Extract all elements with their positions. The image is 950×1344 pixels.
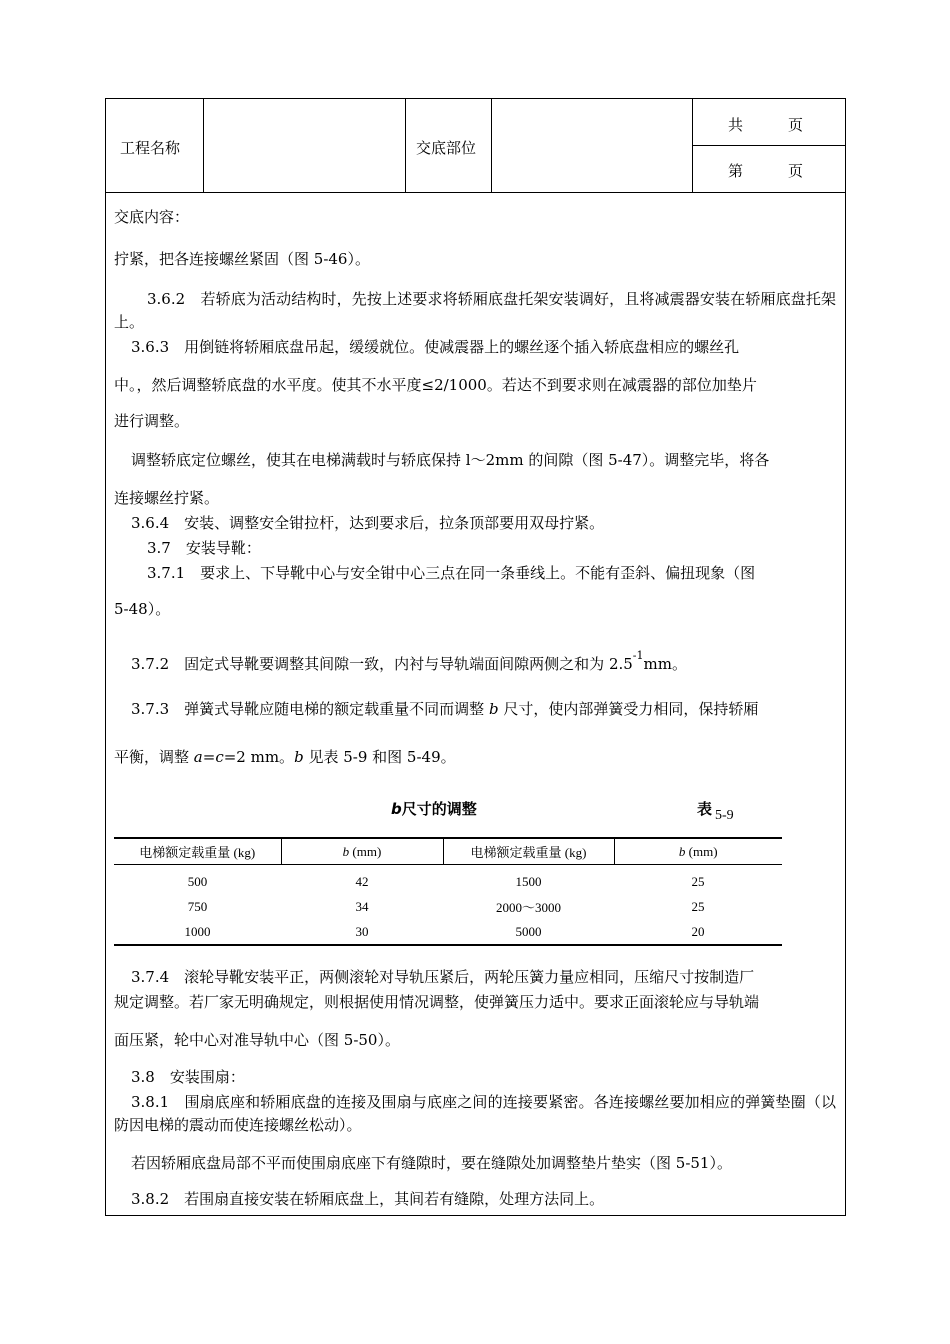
header-divider bbox=[203, 99, 204, 192]
page-number-label: 第 页 bbox=[728, 162, 804, 180]
total-pages-label: 共 页 bbox=[728, 116, 804, 134]
paragraph-text: =2 mm。 bbox=[223, 748, 295, 766]
location-label: 交底部位 bbox=[416, 139, 477, 157]
section-heading: 3.8 安装围扇： bbox=[131, 1068, 245, 1086]
section-heading: 3.7 安装导靴： bbox=[147, 539, 261, 557]
table-cell: 25 bbox=[691, 873, 705, 889]
paragraph: 3.8.1 围扇底座和轿厢底盘的连接及围扇与底座之间的连接要紧密。各连接螺丝要加相应的弹簧垫圈（以防因电梯的震动而使连接螺丝松动）。 bbox=[114, 1093, 836, 1134]
column-header-text: (mm) bbox=[352, 843, 382, 859]
document-frame bbox=[105, 98, 846, 1216]
variable: b bbox=[678, 843, 686, 859]
column-header: 电梯额定载重量 (kg) bbox=[443, 838, 614, 865]
paragraph-text: 尺寸，使内部弹簧受力相同，保持轿厢 bbox=[503, 700, 759, 718]
variable: a bbox=[193, 748, 203, 766]
table-cell: 34 bbox=[355, 898, 369, 914]
paragraph bbox=[131, 699, 758, 719]
column-header: 电梯额定载重量 (kg) bbox=[114, 838, 281, 865]
paragraph: 拧紧，把各连接螺丝紧固（图 5-46）。 bbox=[114, 250, 370, 268]
table-cell: 1500 bbox=[515, 873, 542, 889]
paragraph-text: 3.7.2 固定式导靴要调整其间隙一致，内衬与导轨端面间隙两侧之和为 2.5 bbox=[131, 655, 633, 673]
table-row bbox=[114, 919, 782, 945]
location-value bbox=[494, 99, 691, 192]
paragraph-text: 见表 5-9 和图 5-49。 bbox=[308, 748, 456, 766]
paragraph-text: = bbox=[202, 748, 216, 766]
paragraph-text: 3.7.3 弹簧式导靴应随电梯的额定载重量不同而调整 bbox=[131, 700, 485, 718]
paragraph: 5-48）。 bbox=[114, 600, 171, 618]
variable: b bbox=[391, 800, 402, 818]
paragraph: 面压紧，轮中心对准导轨中心（图 5-50）。 bbox=[114, 1031, 400, 1049]
table-title bbox=[391, 798, 477, 819]
paragraph: 3.7.4 滚轮导靴安装平正，两侧滚轮对导轨压紧后，两轮压簧力量应相同，压缩尺寸按制造厂 bbox=[131, 968, 755, 986]
column-header-text: (mm) bbox=[688, 843, 718, 859]
paragraph: 规定调整。若厂家无明确规定，则根据使用情况调整，使弹簧压力适中。要求正面滚轮应与导轨端 bbox=[114, 993, 760, 1011]
paragraph: 调整轿底定位螺丝，使其在电梯满载时与轿底保持 l～2mm 的间隙（图 5-47）。调整完毕，将各 bbox=[131, 451, 770, 469]
adjustment-table bbox=[114, 837, 782, 946]
column-header bbox=[281, 838, 443, 865]
variable: b bbox=[488, 700, 499, 718]
variable: b bbox=[342, 843, 350, 859]
project-name-value bbox=[206, 99, 404, 192]
table-number-label: 表 bbox=[697, 800, 713, 818]
superscript: -1 bbox=[632, 649, 644, 662]
column-header bbox=[614, 838, 782, 865]
header-divider bbox=[405, 99, 406, 192]
table-header-row bbox=[114, 838, 782, 865]
paragraph bbox=[114, 747, 456, 767]
table-row bbox=[114, 865, 782, 895]
paragraph: 连接螺丝拧紧。 bbox=[114, 489, 220, 507]
variable: b bbox=[294, 748, 304, 766]
content-heading: 交底内容： bbox=[114, 208, 190, 226]
paragraph: 3.6.3 用倒链将轿厢底盘吊起，缓缓就位。使减震器上的螺丝逐个插入轿底盘相应的螺丝孔 bbox=[131, 338, 740, 356]
paragraph: 3.6.4 安装、调整安全钳拉杆，达到要求后，拉条顶部要用双母拧紧。 bbox=[131, 514, 605, 532]
table-cell: 750 bbox=[187, 898, 208, 914]
paragraph: 进行调整。 bbox=[114, 412, 190, 430]
table-cell: 25 bbox=[691, 898, 705, 914]
header-table bbox=[106, 99, 845, 193]
table-cell: 2000～3000 bbox=[495, 900, 561, 915]
header-divider bbox=[491, 99, 492, 192]
paragraph-text: 平衡，调整 bbox=[114, 748, 190, 766]
table-cell: 42 bbox=[355, 873, 369, 889]
project-name-label: 工程名称 bbox=[120, 139, 181, 157]
paragraph: 3.8.2 若围扇直接安装在轿厢底盘上，其间若有缝隙，处理方法同上。 bbox=[131, 1190, 605, 1208]
paragraph-text: mm。 bbox=[643, 655, 687, 673]
paragraph bbox=[131, 650, 687, 674]
variable: c bbox=[215, 748, 224, 766]
paragraph: 中。，然后调整轿底盘的水平度。使其不水平度≤2/1000。若达不到要求则在减震器的部位加垫片 bbox=[114, 376, 757, 394]
table-cell: 20 bbox=[614, 919, 782, 945]
table-cell: 5000 bbox=[443, 919, 614, 945]
paragraph: 3.7.1 要求上、下导靴中心与安全钳中心三点在同一条垂线上。不能有歪斜、偏扭现象（图 bbox=[147, 564, 756, 582]
paragraph: 3.6.2 若轿底为活动结构时，先按上述要求将轿厢底盘托架安装调好，且将减震器安装在轿厢底盘托架上。 bbox=[114, 290, 836, 331]
table-cell: 30 bbox=[281, 919, 443, 945]
table-row bbox=[114, 894, 782, 919]
table-cell: 1000 bbox=[114, 919, 281, 945]
paragraph: 若因轿厢底盘局部不平而使围扇底座下有缝隙时，要在缝隙处加调整垫片垫实（图 5-51）。 bbox=[131, 1154, 732, 1172]
table-number-value: 5-9 bbox=[715, 808, 734, 823]
header-divider bbox=[693, 145, 846, 146]
table-title-text: 尺寸的调整 bbox=[401, 800, 477, 818]
table-cell: 500 bbox=[187, 873, 208, 889]
